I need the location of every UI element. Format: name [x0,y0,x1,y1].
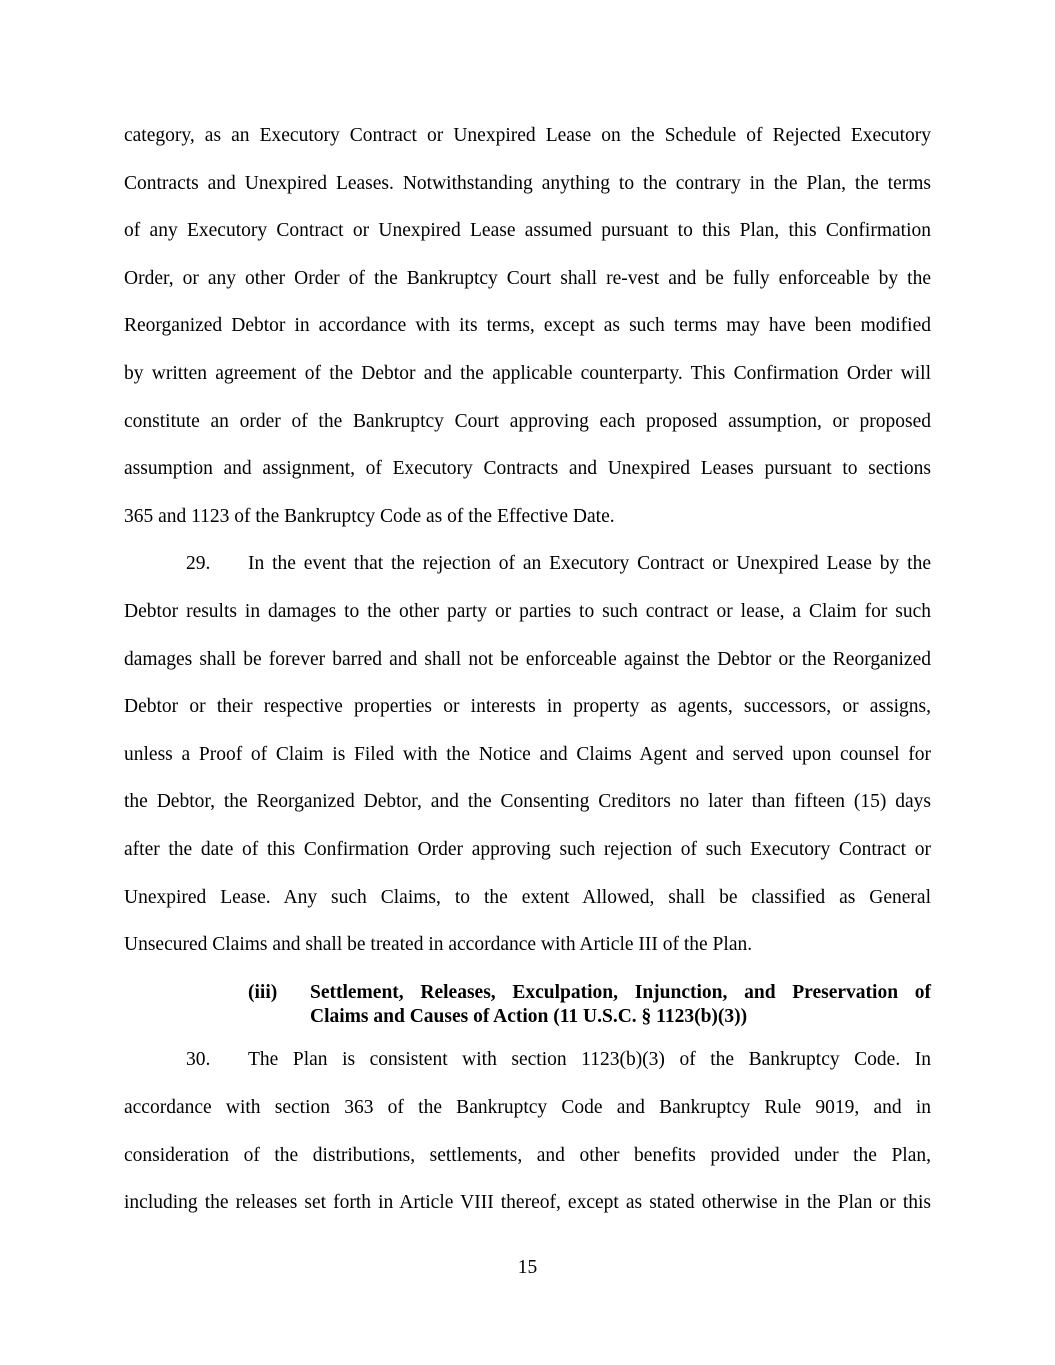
text-line: the Debtor, the Reorganized Debtor, and the Consenting Creditors no later than fifteen (15) days [124,791,931,812]
text-line: 365 and 1123 of the Bankruptcy Code as of the Effective Date. [124,506,615,527]
text-line: Unsecured Claims and shall be treated in accordance with Article III of the Plan. [124,934,753,955]
text-line: category, as an Executory Contract or Unexpired Lease on the Schedule of Rejected Executory [124,125,931,146]
text-line: The Plan is consistent with section 1123(b)(3) of the Bankruptcy Code. In [248,1049,931,1070]
text-line: Debtor or their respective properties or interests in property as agents, successors, or assigns, [124,696,931,717]
text-line: assumption and assignment, of Executory Contracts and Unexpired Leases pursuant to sections [124,458,931,479]
text-line: of any Executory Contract or Unexpired Lease assumed pursuant to this Plan, this Confirmation [124,220,931,241]
text-line: damages shall be forever barred and shall not be enforceable against the Debtor or the Reorganized [124,649,931,670]
section-number: (iii) [248,982,278,1003]
text-line: consideration of the distributions, settlements, and other benefits provided under the Plan, [124,1145,931,1166]
text-line: including the releases set forth in Article VIII thereof, except as stated otherwise in the Plan or this [124,1192,931,1213]
text-line: Contracts and Unexpired Leases. Notwithstanding anything to the contrary in the Plan, the terms [124,173,931,194]
text-line: unless a Proof of Claim is Filed with the Notice and Claims Agent and served upon counsel for [124,744,931,765]
text-line: by written agreement of the Debtor and the applicable counterparty. This Confirmation Order will [124,363,931,384]
text-line: Reorganized Debtor in accordance with its terms, except as such terms may have been modified [124,315,931,336]
text-line: Unexpired Lease. Any such Claims, to the extent Allowed, shall be classified as General [124,887,931,908]
text-line: after the date of this Confirmation Order approving such rejection of such Executory Contract or [124,839,931,860]
heading-line: Settlement, Releases, Exculpation, Injunction, and Preservation of [310,982,931,1003]
text-line: Debtor results in damages to the other party or parties to such contract or lease, a Claim for such [124,601,931,622]
heading-line: Claims and Causes of Action (11 U.S.C. § 1123(b)(3)) [310,1006,748,1027]
text-line: In the event that the rejection of an Executory Contract or Unexpired Lease by the [248,553,931,574]
text-line: accordance with section 363 of the Bankruptcy Code and Bankruptcy Rule 9019, and in [124,1097,931,1118]
paragraph-number: 29. [186,553,211,574]
paragraph-number: 30. [186,1049,211,1070]
text-line: Order, or any other Order of the Bankruptcy Court shall re-vest and be fully enforceable by the [124,268,931,289]
text-line: constitute an order of the Bankruptcy Court approving each proposed assumption, or proposed [124,411,931,432]
page-number: 15 [517,1257,538,1278]
